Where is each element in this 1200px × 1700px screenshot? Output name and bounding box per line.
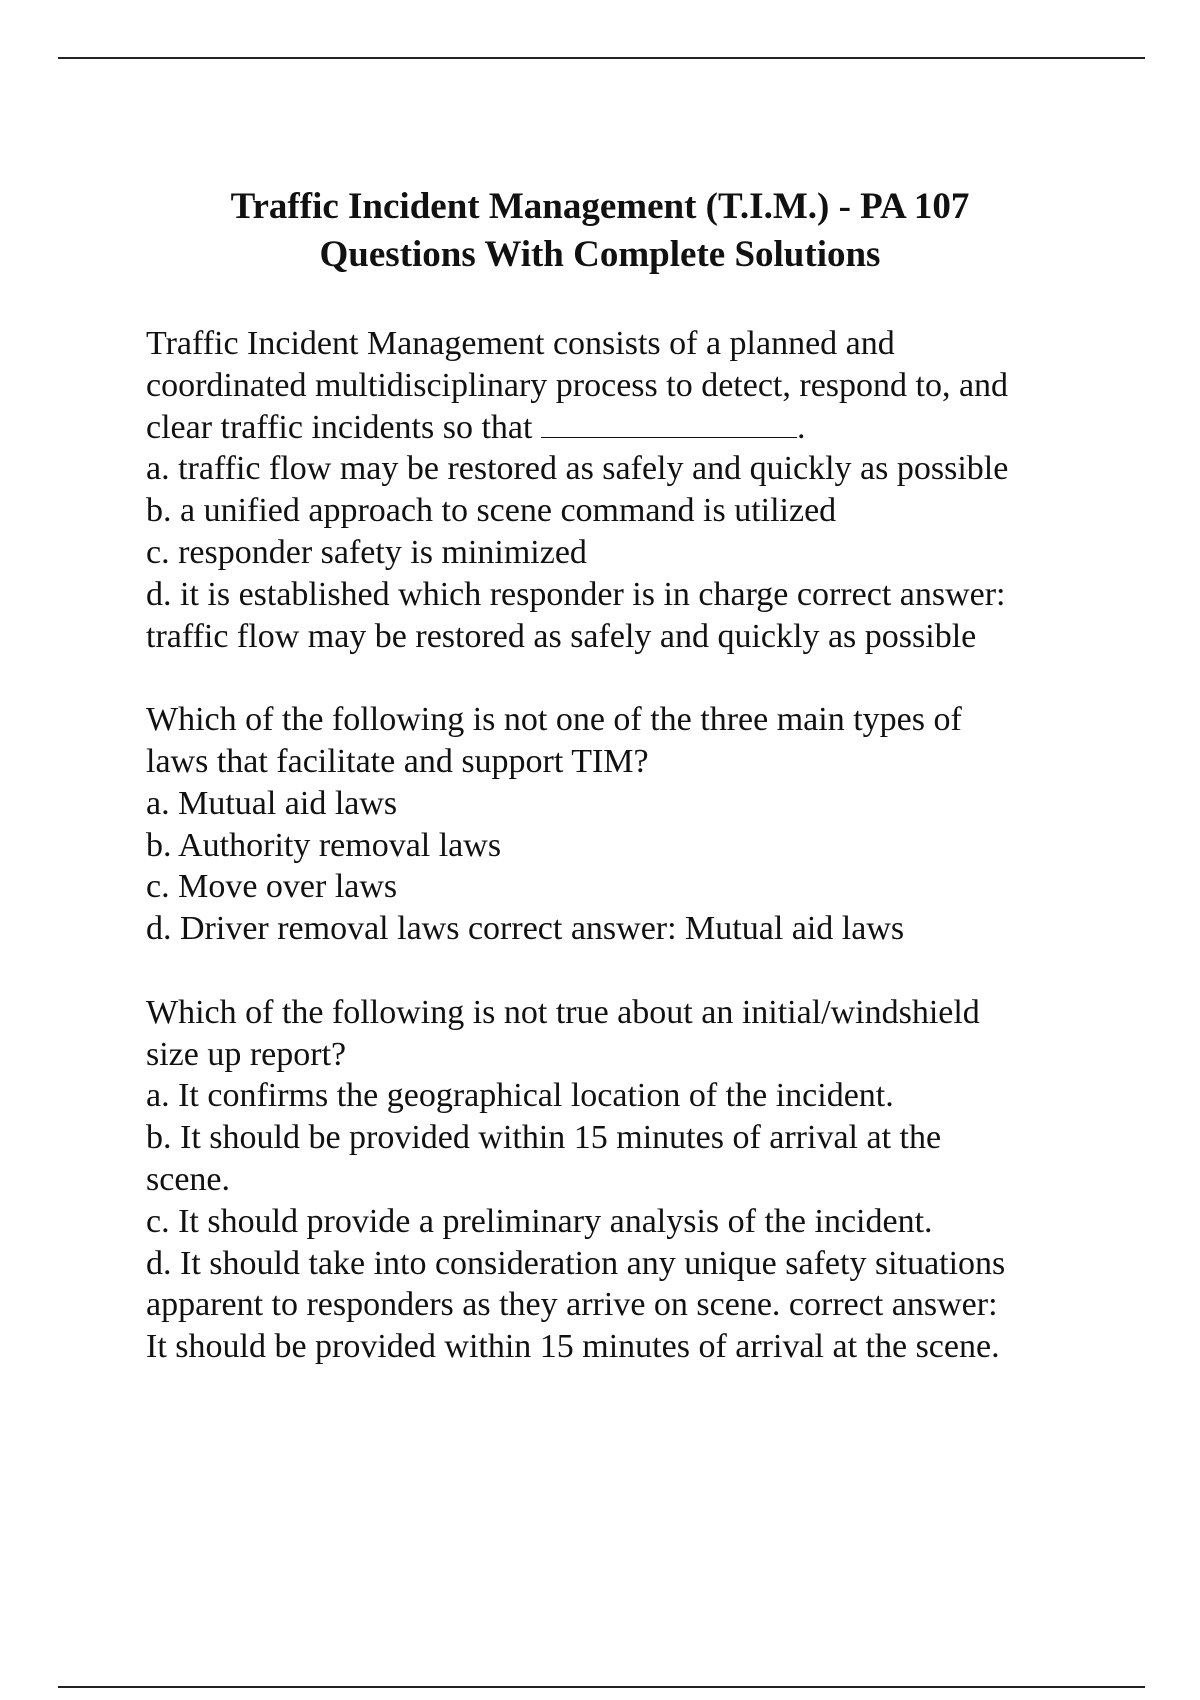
page-title <box>120 183 1080 279</box>
question-stem-line: Traffic Incident Management consists of a planned and <box>146 325 895 362</box>
question-stem-line: size up report? <box>146 1035 347 1073</box>
answer-option: a. Mutual aid laws <box>146 784 398 822</box>
question-stem-line: Which of the following is not one of the three main types of <box>146 701 962 739</box>
question-stem-line-with-blank <box>146 407 1096 449</box>
bottom-rule <box>58 1686 1145 1688</box>
question-stem-text: clear traffic incidents so that <box>146 408 533 446</box>
question-1 <box>146 323 1096 657</box>
answer-option: a. traffic flow may be restored as safely and quickly as possible <box>146 450 1009 488</box>
answer-option: d. It should take into consideration any unique safety situations <box>146 1244 1006 1282</box>
correct-answer: It should be provided within 15 minutes of arrival at the scene. <box>146 1328 1000 1366</box>
answer-option: d. Driver removal laws correct answer: Mutual aid laws <box>146 910 905 948</box>
answer-option: b. a unified approach to scene command is utilized <box>146 492 837 530</box>
answer-option: c. It should provide a preliminary analysis of the incident. <box>146 1202 933 1240</box>
top-rule <box>58 57 1145 59</box>
answer-option: c. Move over laws <box>146 868 398 906</box>
title-line-2: Questions With Complete Solutions <box>319 234 881 275</box>
answer-option: a. It confirms the geographical location of the incident. <box>146 1077 894 1115</box>
question-list <box>146 323 1096 1410</box>
correct-answer: traffic flow may be restored as safely and quickly as possible <box>146 617 977 655</box>
question-3 <box>146 992 1096 1368</box>
question-stem-end: . <box>796 408 806 446</box>
answer-option: apparent to responders as they arrive on scene. correct answer: <box>146 1286 998 1324</box>
title-line-1: Traffic Incident Management (T.I.M.) - PA 107 <box>230 186 970 227</box>
answer-option: b. Authority removal laws <box>146 826 502 864</box>
question-stem-line: Which of the following is not true about an initial/windshield <box>146 993 980 1031</box>
answer-option: c. responder safety is minimized <box>146 533 587 571</box>
answer-blank <box>541 409 797 438</box>
question-2 <box>146 699 1096 950</box>
answer-option: d. it is established which responder is in charge correct answer: <box>146 575 1006 613</box>
question-stem-line: laws that facilitate and support TIM? <box>146 742 649 780</box>
answer-option: b. It should be provided within 15 minutes of arrival at the <box>146 1119 942 1157</box>
question-stem-line: coordinated multidisciplinary process to detect, respond to, and <box>146 366 1009 404</box>
answer-option: scene. <box>146 1160 231 1198</box>
